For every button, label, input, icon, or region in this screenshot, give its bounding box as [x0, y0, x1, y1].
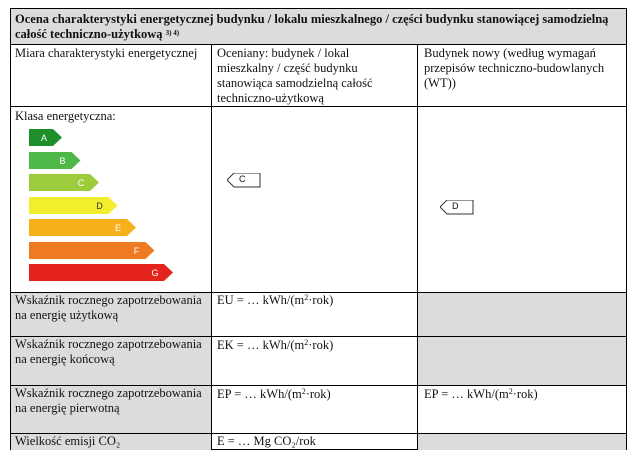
- title-text: Ocena charakterystyki energetycznej budynku / lokalu mieszkalnego / części budynku stanowiącej samodzielną całość techniczno-użytkową: [15, 12, 609, 41]
- row-label-primary-energy: Wskaźnik rocznego zapotrzebowania na energię pierwotną: [11, 386, 211, 433]
- energy-class-bar-e: [29, 219, 137, 236]
- row-value-useful-energy: EU = … kWh/$(m^2\cdot rok)$: [217, 293, 334, 307]
- energy-class-bar-c: [29, 174, 100, 191]
- energy-assessment-table: [10, 8, 627, 450]
- evaluated-class-letter: C: [239, 174, 246, 184]
- table-title: [11, 9, 626, 45]
- column-header-evaluated: Oceniany: budynek / lokal mieszkalny / część budynku stanowiąca samodzielną całość techniczno-użytkową: [217, 46, 373, 105]
- new-building-class-marker: [440, 200, 470, 214]
- energy-class-letter-d: D: [96, 200, 103, 211]
- row-label-final-energy: Wskaźnik rocznego zapotrzebowania na energię końcową: [11, 337, 211, 385]
- column-header-new-building: Budynek nowy (według wymagań przepisów techniczno-budowlanych (WT)): [424, 46, 605, 90]
- energy-class-bar-b: [29, 152, 82, 169]
- energy-class-bar-d: [29, 197, 119, 214]
- row-divider: [11, 106, 626, 107]
- energy-class-bar-g: [29, 264, 174, 281]
- energy-class-label: Klasa energetyczna:: [15, 109, 116, 123]
- row-new-final-energy: [418, 337, 626, 385]
- energy-class-letter-f: F: [133, 245, 140, 256]
- new-building-class-letter: D: [452, 201, 459, 211]
- row-value-primary-energy: EP = … kWh/$(m^2\cdot rok)$: [217, 387, 331, 401]
- title-footnote-ref: 3) 4): [165, 29, 180, 37]
- evaluated-class-marker: [227, 173, 257, 187]
- energy-class-letter-g: G: [151, 268, 159, 278]
- energy-class-bar-f: [29, 242, 156, 259]
- row-new-co2-emission: [418, 434, 626, 450]
- energy-class-letter-a: A: [40, 133, 48, 143]
- energy-class-letter-c: C: [77, 178, 85, 188]
- row-label-co2-emission: Wielkość emisji CO₂: [11, 434, 211, 450]
- row-new-useful-energy: [418, 293, 626, 336]
- row-new-primary-energy: EP = … kWh/$(m^2\cdot rok)$: [424, 387, 538, 401]
- row-value-co2-emission: E = … Mg CO₂/rok: [217, 434, 316, 448]
- row-label-useful-energy: Wskaźnik rocznego zapotrzebowania na energię użytkową: [11, 293, 211, 336]
- row-value-final-energy: EK = … kWh/$(m^2\cdot rok)$: [217, 338, 334, 352]
- energy-class-letter-e: E: [114, 223, 122, 233]
- energy-class-bar-a: [29, 129, 63, 146]
- energy-class-letter-b: B: [59, 155, 66, 166]
- column-header-measure: Miara charakterystyki energetycznej: [15, 46, 198, 60]
